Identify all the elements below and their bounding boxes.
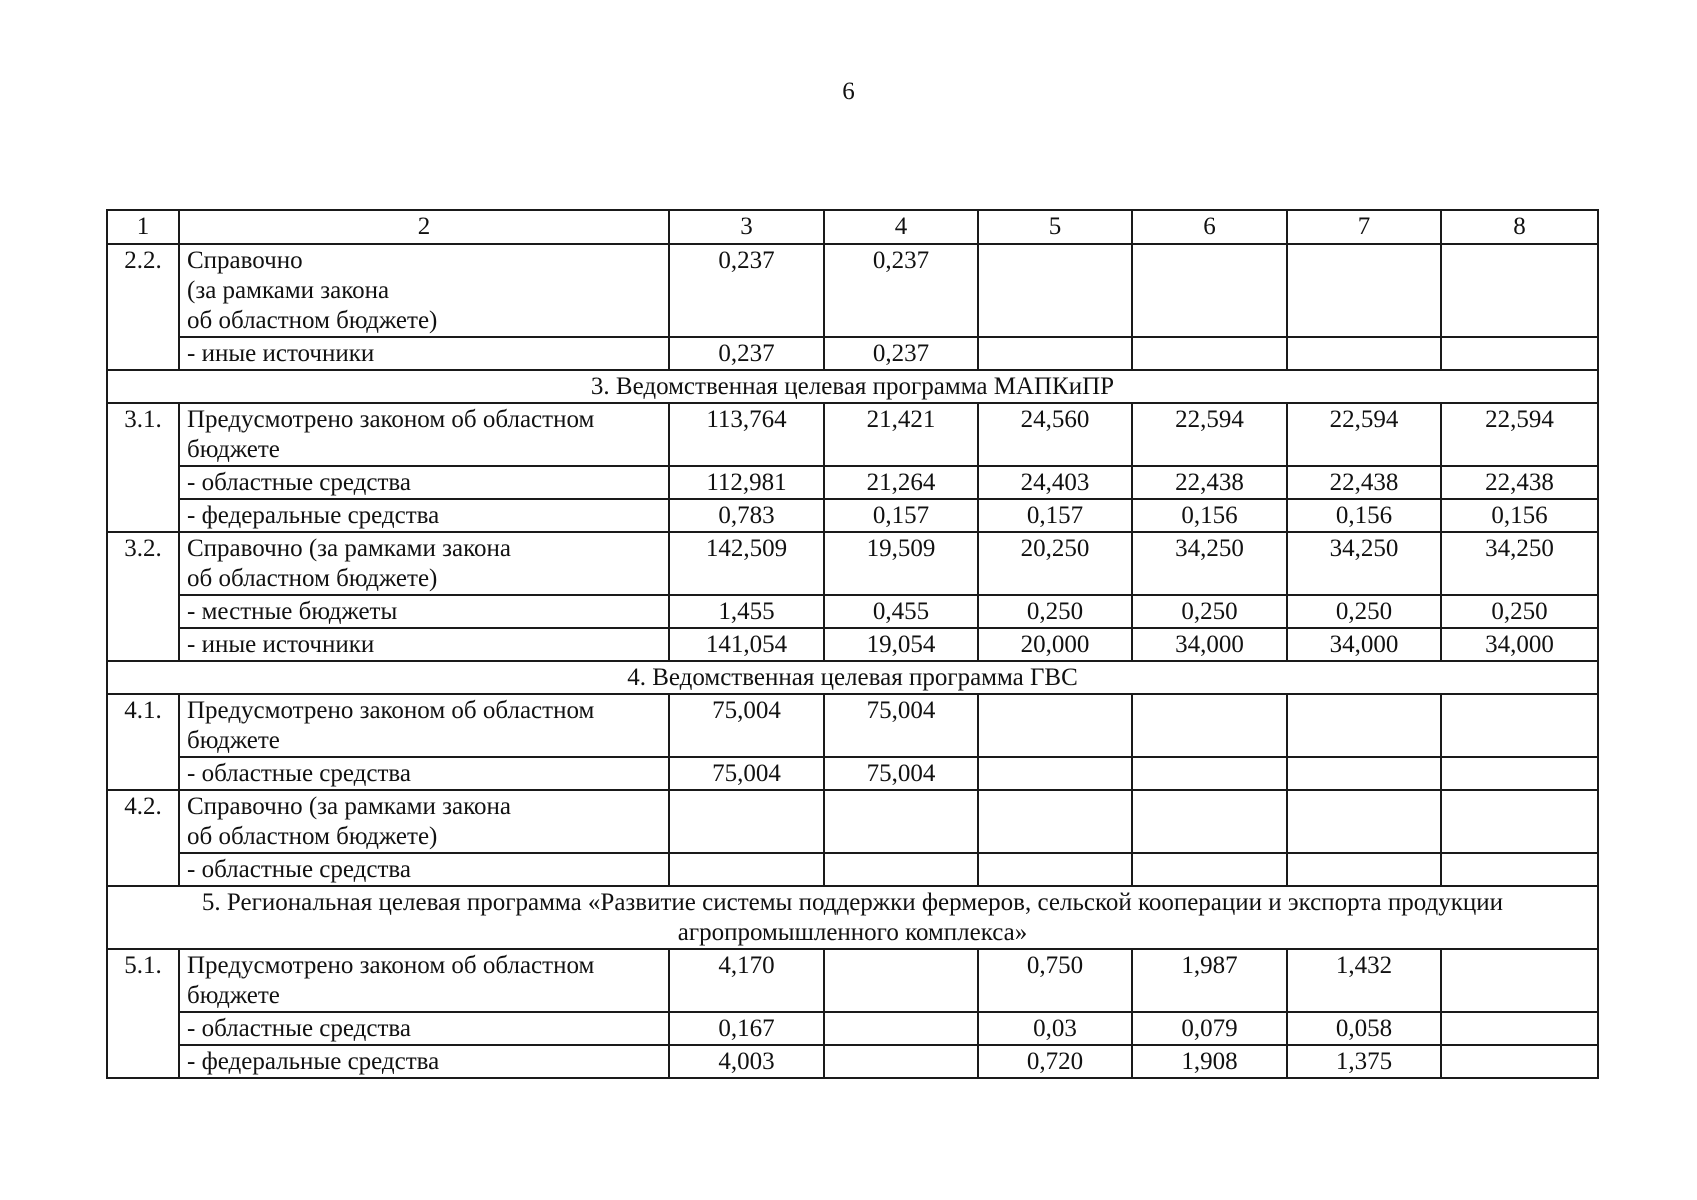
budget-table	[106, 209, 1599, 1079]
value-cell	[1441, 949, 1598, 1012]
row-name: Предусмотрено законом об областном бюджете	[179, 694, 669, 757]
value-cell: 0,250	[978, 595, 1132, 628]
value-cell	[1132, 790, 1287, 853]
value-cell: 21,421	[824, 403, 978, 466]
row-name: - иные источники	[179, 628, 669, 661]
value-cell: 22,438	[1287, 466, 1441, 499]
row-name: - федеральные средства	[179, 1045, 669, 1078]
header-cell: 7	[1287, 210, 1441, 244]
value-cell: 0,237	[669, 337, 824, 370]
header-cell: 5	[978, 210, 1132, 244]
value-cell: 34,250	[1132, 532, 1287, 595]
value-cell: 0,157	[978, 499, 1132, 532]
row-name: Предусмотрено законом об областном бюджете	[179, 949, 669, 1012]
value-cell	[1441, 790, 1598, 853]
value-cell	[1287, 244, 1441, 337]
row-name: - областные средства	[179, 853, 669, 886]
value-cell: 0,720	[978, 1045, 1132, 1078]
value-cell: 0,157	[824, 499, 978, 532]
value-cell: 34,250	[1441, 532, 1598, 595]
value-cell	[1132, 853, 1287, 886]
value-cell: 0,079	[1132, 1012, 1287, 1045]
table-subrow	[107, 757, 1598, 790]
value-cell: 22,594	[1441, 403, 1598, 466]
row-number: 4.2.	[107, 790, 179, 886]
value-cell: 34,000	[1287, 628, 1441, 661]
value-cell	[978, 694, 1132, 757]
table-subrow	[107, 1045, 1598, 1078]
value-cell: 34,250	[1287, 532, 1441, 595]
value-cell	[1441, 1045, 1598, 1078]
value-cell: 34,000	[1132, 628, 1287, 661]
table-row	[107, 403, 1598, 466]
value-cell	[1132, 694, 1287, 757]
row-name: - местные бюджеты	[179, 595, 669, 628]
value-cell	[978, 853, 1132, 886]
value-cell	[1287, 790, 1441, 853]
value-cell	[978, 337, 1132, 370]
value-cell: 24,403	[978, 466, 1132, 499]
table-subrow	[107, 337, 1598, 370]
row-name: Справочно (за рамками закона об областном бюджете)	[179, 532, 669, 595]
value-cell: 1,375	[1287, 1045, 1441, 1078]
table-subrow	[107, 628, 1598, 661]
value-cell	[1441, 853, 1598, 886]
value-cell	[669, 853, 824, 886]
header-cell: 8	[1441, 210, 1598, 244]
table-subrow	[107, 595, 1598, 628]
value-cell: 0,237	[669, 244, 824, 337]
section-row	[107, 661, 1598, 694]
value-cell: 21,264	[824, 466, 978, 499]
row-name: - областные средства	[179, 757, 669, 790]
table-body	[107, 210, 1598, 1078]
header-row	[107, 210, 1598, 244]
row-name: - областные средства	[179, 1012, 669, 1045]
row-name: - иные источники	[179, 337, 669, 370]
value-cell: 0,03	[978, 1012, 1132, 1045]
row-name: - федеральные средства	[179, 499, 669, 532]
value-cell	[978, 244, 1132, 337]
value-cell: 75,004	[669, 694, 824, 757]
value-cell: 20,250	[978, 532, 1132, 595]
value-cell: 22,438	[1441, 466, 1598, 499]
value-cell	[1441, 694, 1598, 757]
value-cell: 24,560	[978, 403, 1132, 466]
value-cell: 0,156	[1441, 499, 1598, 532]
table-subrow	[107, 853, 1598, 886]
value-cell: 75,004	[824, 757, 978, 790]
page-number: 6	[842, 78, 855, 105]
table-row	[107, 694, 1598, 757]
table-subrow	[107, 1012, 1598, 1045]
table-row	[107, 244, 1598, 337]
header-cell: 6	[1132, 210, 1287, 244]
value-cell: 0,250	[1441, 595, 1598, 628]
value-cell	[1132, 337, 1287, 370]
value-cell	[824, 1045, 978, 1078]
value-cell: 4,003	[669, 1045, 824, 1078]
row-name: Справочно (за рамками закона об областном бюджете)	[179, 244, 669, 337]
row-number: 4.1.	[107, 694, 179, 790]
value-cell: 22,594	[1287, 403, 1441, 466]
value-cell: 0,783	[669, 499, 824, 532]
value-cell: 0,167	[669, 1012, 824, 1045]
value-cell: 0,237	[824, 244, 978, 337]
value-cell: 141,054	[669, 628, 824, 661]
table-row	[107, 790, 1598, 853]
value-cell	[978, 757, 1132, 790]
row-name: Предусмотрено законом об областном бюджете	[179, 403, 669, 466]
header-cell: 3	[669, 210, 824, 244]
value-cell	[978, 790, 1132, 853]
row-name: Справочно (за рамками закона об областном бюджете)	[179, 790, 669, 853]
header-cell: 4	[824, 210, 978, 244]
value-cell	[1441, 1012, 1598, 1045]
value-cell: 34,000	[1441, 628, 1598, 661]
value-cell: 20,000	[978, 628, 1132, 661]
value-cell: 0,250	[1287, 595, 1441, 628]
header-cell: 1	[107, 210, 179, 244]
value-cell: 0,455	[824, 595, 978, 628]
value-cell: 1,455	[669, 595, 824, 628]
value-cell: 22,438	[1132, 466, 1287, 499]
value-cell: 22,594	[1132, 403, 1287, 466]
row-number: 3.2.	[107, 532, 179, 661]
table-subrow	[107, 499, 1598, 532]
value-cell	[824, 1012, 978, 1045]
value-cell: 75,004	[824, 694, 978, 757]
row-name: - областные средства	[179, 466, 669, 499]
section-title: 5. Региональная целевая программа «Развитие системы поддержки фермеров, сельской кооперации и экспорта продукции агропромышленного комплекса»	[107, 886, 1598, 949]
value-cell	[824, 949, 978, 1012]
value-cell: 1,987	[1132, 949, 1287, 1012]
section-row	[107, 370, 1598, 403]
value-cell: 0,237	[824, 337, 978, 370]
value-cell: 19,054	[824, 628, 978, 661]
value-cell: 1,432	[1287, 949, 1441, 1012]
table-row	[107, 949, 1598, 1012]
value-cell	[1441, 244, 1598, 337]
table-subrow	[107, 466, 1598, 499]
section-title: 3. Ведомственная целевая программа МАПКиПР	[107, 370, 1598, 403]
row-number: 2.2.	[107, 244, 179, 370]
value-cell: 75,004	[669, 757, 824, 790]
table-row	[107, 532, 1598, 595]
value-cell	[1287, 337, 1441, 370]
value-cell	[824, 853, 978, 886]
value-cell: 0,750	[978, 949, 1132, 1012]
value-cell: 112,981	[669, 466, 824, 499]
value-cell: 19,509	[824, 532, 978, 595]
value-cell: 0,058	[1287, 1012, 1441, 1045]
value-cell: 113,764	[669, 403, 824, 466]
value-cell	[1287, 853, 1441, 886]
row-number: 5.1.	[107, 949, 179, 1078]
value-cell: 1,908	[1132, 1045, 1287, 1078]
value-cell	[1287, 757, 1441, 790]
value-cell: 4,170	[669, 949, 824, 1012]
value-cell: 142,509	[669, 532, 824, 595]
value-cell: 0,250	[1132, 595, 1287, 628]
value-cell	[669, 790, 824, 853]
section-row	[107, 886, 1598, 949]
value-cell	[1287, 694, 1441, 757]
row-number: 3.1.	[107, 403, 179, 532]
value-cell	[1132, 757, 1287, 790]
value-cell: 0,156	[1287, 499, 1441, 532]
value-cell	[1132, 244, 1287, 337]
value-cell	[1441, 337, 1598, 370]
value-cell	[1441, 757, 1598, 790]
value-cell	[824, 790, 978, 853]
value-cell: 0,156	[1132, 499, 1287, 532]
header-cell: 2	[179, 210, 669, 244]
section-title: 4. Ведомственная целевая программа ГВС	[107, 661, 1598, 694]
